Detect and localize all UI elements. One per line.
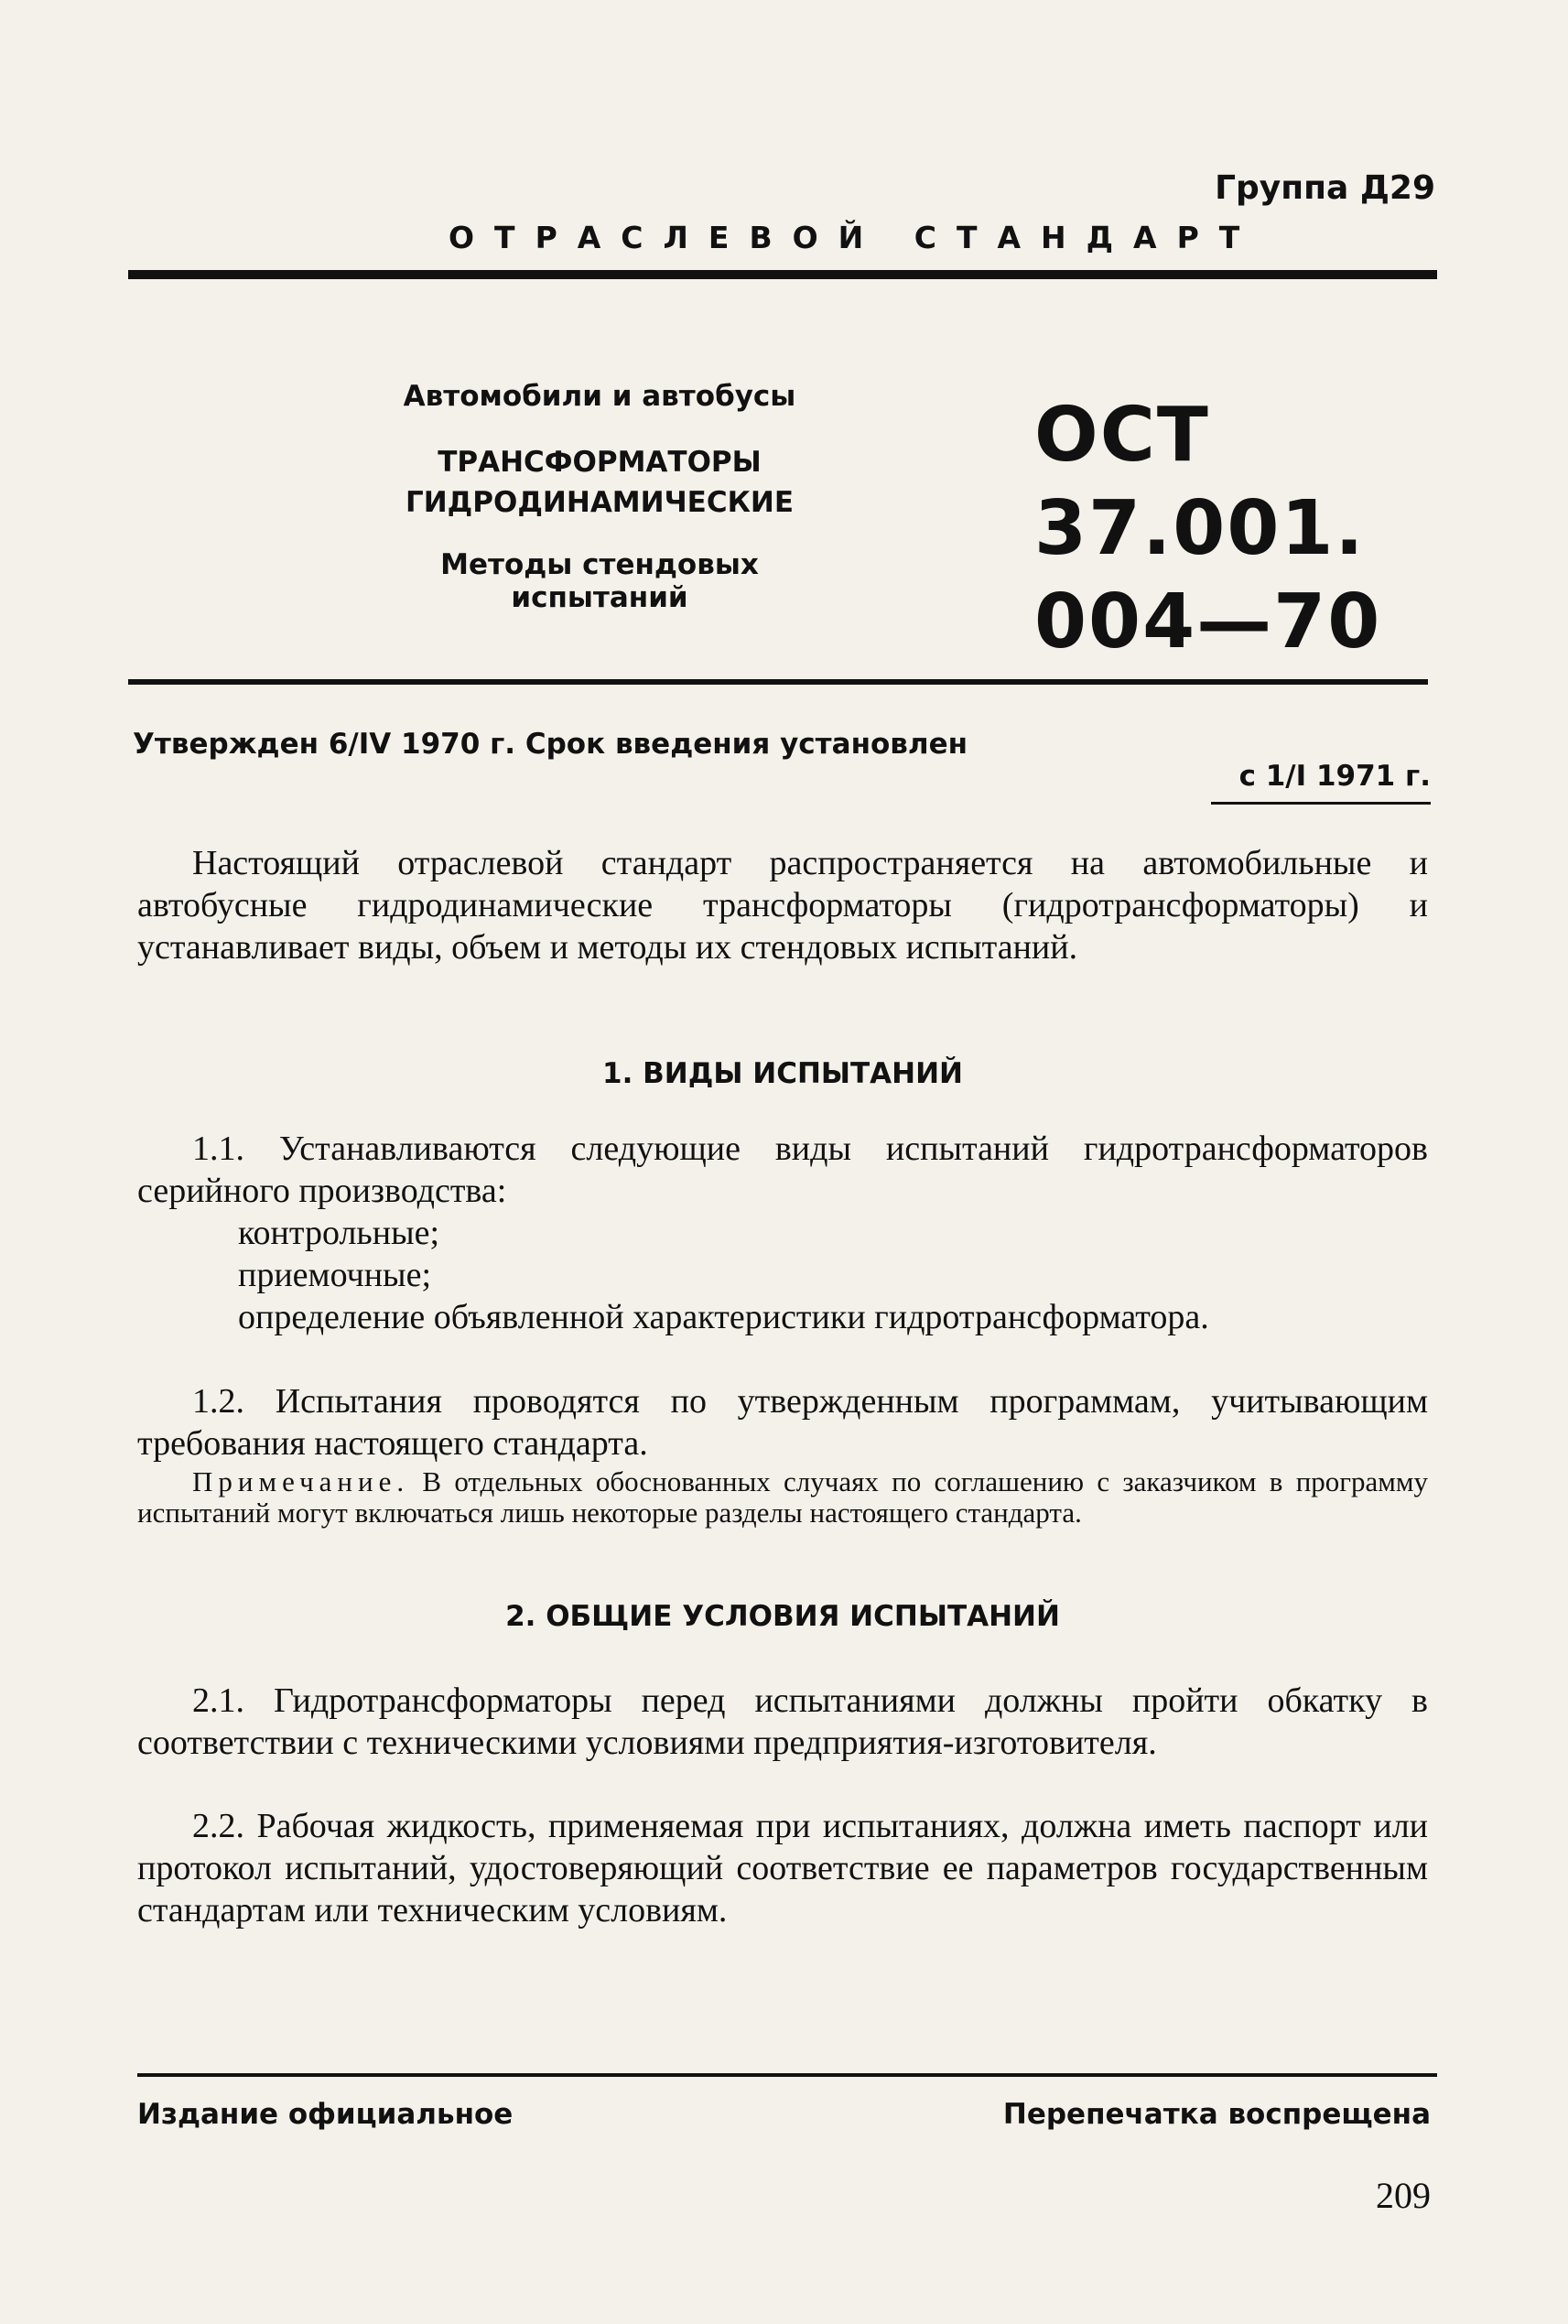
- approval-text: Утвержден 6/IV 1970 г. Срок введения установлен: [133, 728, 968, 761]
- paragraph-1-2: 1.2. Испытания проводятся по утвержденным программам, учитывающим требования настоящего стандарта.: [137, 1382, 1428, 1463]
- section-2-title: 2. ОБЩИЕ УСЛОВИЯ ИСПЫТАНИЙ: [505, 1600, 1060, 1633]
- section-1-title: 1. ВИДЫ ИСПЫТАНИЙ: [602, 1057, 963, 1090]
- note-label: Примечание.: [192, 1465, 410, 1497]
- title-line-1: ТРАНСФОРМАТОРЫ: [438, 446, 762, 479]
- paragraph-2-2: 2.2. Рабочая жидкость, применяемая при испытаниях, должна иметь паспорт или протокол испытаний, удостоверяющий соответствие ее параметров государственным стандартам или техническим условиям.: [137, 1807, 1428, 1929]
- code-line-2: 004—70: [1034, 578, 1382, 665]
- title-rule: [128, 679, 1428, 685]
- list-item-last: определение объявленной характеристики гидротрансформатора.: [238, 1298, 1209, 1336]
- code-line-1: ОСТ 37.001.: [1034, 392, 1366, 572]
- subject: Автомобили и автобусы: [403, 380, 796, 413]
- title-block: [352, 380, 847, 614]
- standard-code: [1034, 389, 1568, 669]
- list-item: контрольные;: [238, 1214, 440, 1252]
- paragraph-1-1: 1.1. Устанавливаются следующие виды испытаний гидротрансформаторов серийного производства:: [137, 1130, 1428, 1210]
- note: [137, 1466, 1428, 1529]
- footer-rule: [137, 2073, 1437, 2077]
- page-number: 209: [1376, 2175, 1431, 2216]
- standard-type: ОТРАСЛЕВОЙ СТАНДАРТ: [449, 220, 1260, 255]
- footer-edition: Издание официальное: [137, 2098, 514, 2131]
- effective-date: с 1/I 1971 г.: [1238, 760, 1431, 793]
- header-rule: [128, 270, 1437, 279]
- method-title: Методы стендовых испытаний: [440, 548, 759, 614]
- footer-reprint: Перепечатка воспрещена: [1002, 2098, 1431, 2131]
- intro-paragraph: Настоящий отраслевой стандарт распространяется на автомобильные и автобусные гидродинамические трансформаторы (гидротрансформаторы) и устанавливает виды, объем и методы их стендовых испытаний.: [137, 844, 1428, 967]
- title-line-2: ГИДРОДИНАМИЧЕСКИЕ: [405, 486, 795, 519]
- paragraph-2-1: 2.1. Гидротрансформаторы перед испытаниями должны пройти обкатку в соответствии с техническими условиями предприятия-изготовителя.: [137, 1681, 1428, 1762]
- note-text: В отдельных обоснованных случаях по соглашению с заказчиком в программу испытаний могут включаться лишь некоторые разделы настоящего стандарта.: [137, 1465, 1429, 1529]
- group-label: Группа Д29: [1215, 169, 1435, 207]
- date-underline: [1211, 802, 1431, 805]
- list-item: приемочные;: [238, 1256, 432, 1294]
